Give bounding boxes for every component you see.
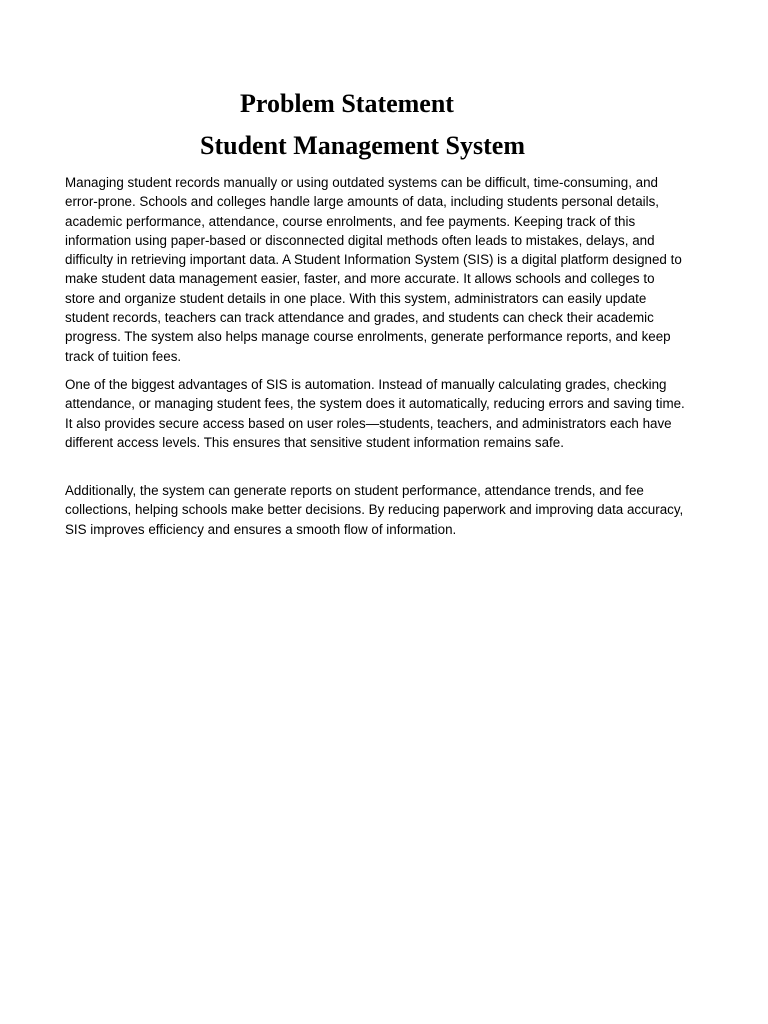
page-subtitle: Student Management System (200, 131, 525, 160)
page-title: Problem Statement (240, 89, 454, 118)
paragraph-automation: One of the biggest advantages of SIS is automation. Instead of manually calculating grades, checking attendance, or managing student fees, the system does it automatically, reducing errors and saving time. It also provides secure access based on user roles—students, teachers, and administrators each have different access levels. This ensures that sensitive student information remains safe. (65, 377, 685, 450)
paragraph-reports: Additionally, the system can generate reports on student performance, attendance trends, and fee collections, helping schools make better decisions. By reducing paperwork and improving data accuracy, SIS improves efficiency and ensures a smooth flow of information. (65, 483, 684, 537)
paragraph-introduction: Managing student records manually or using outdated systems can be difficult, time-consuming, and error-prone. Schools and colleges handle large amounts of data, including students personal details, academic performance, attendance, course enrolments, and fee payments. Keeping track of this information using paper-based or disconnected digital methods often leads to mistakes, delays, and difficulty in retrieving important data. A Student Information System (SIS) is a digital platform designed to make student data management easier, faster, and more accurate. It allows schools and colleges to store and organize student details in one place. With this system, administrators can easily update student records, teachers can track attendance and grades, and students can check their academic progress. The system also helps manage course enrolments, generate performance reports, and keep track of tuition fees. (65, 175, 682, 364)
